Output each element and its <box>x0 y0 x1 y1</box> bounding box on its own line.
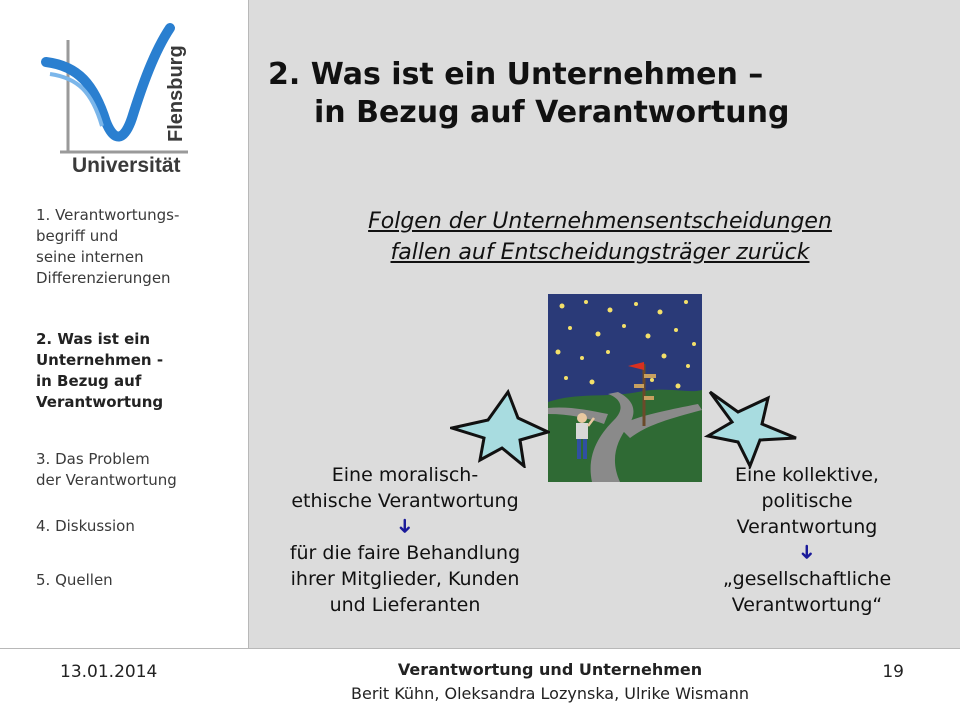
nav-line: in Bezug auf <box>36 372 142 390</box>
nav-line: 5. Quellen <box>36 571 113 589</box>
star-right-icon <box>704 388 804 468</box>
right-line2: politische <box>761 490 853 512</box>
left-line4: ihrer Mitglieder, Kunden <box>290 568 520 590</box>
nav-line: 3. Das Problem <box>36 450 150 468</box>
slide-title-line1: 2. Was ist ein Unternehmen – <box>268 57 764 92</box>
slide-subtitle <box>270 206 930 268</box>
left-line5: und Lieferanten <box>329 594 481 616</box>
nav-item-verantwortungsbegriff[interactable] <box>36 205 236 289</box>
right-line3: Verantwortung <box>736 516 878 538</box>
left-line1: Eine moralisch- <box>331 464 479 486</box>
left-line3: für die faire Behandlung <box>289 542 521 564</box>
nav-item-diskussion[interactable] <box>36 516 236 537</box>
nav-line: Verantwortung <box>36 393 164 411</box>
star-left-icon <box>450 388 550 468</box>
footer-authors: Berit Kühn, Oleksandra Lozynska, Ulrike Wismann <box>351 684 749 703</box>
logo-text-bottom: Universität <box>72 154 181 177</box>
nav-line: seine internen <box>36 248 144 266</box>
arrow-down-icon: ➜ <box>794 543 819 561</box>
slide-title <box>268 56 789 132</box>
nav-line: 4. Diskussion <box>36 517 135 535</box>
nav-line: 1. Verantwortungs- <box>36 206 180 224</box>
political-responsibility-block <box>662 462 952 618</box>
logo-text-vertical: Flensburg <box>165 45 187 142</box>
footer-page-number: 19 <box>882 662 904 682</box>
right-line1: Eine kollektive, <box>735 464 879 486</box>
left-line2: ethische Verantwortung <box>291 490 519 512</box>
nav-item-problem[interactable] <box>36 449 236 491</box>
nav-line: 2. Was ist ein <box>36 330 151 348</box>
slide-title-line2: in Bezug auf Verantwortung <box>314 95 790 130</box>
subtitle-line1: Folgen der Unternehmensentscheidungen <box>368 209 832 234</box>
footer-date: 13.01.2014 <box>60 662 158 682</box>
nav-item-quellen[interactable] <box>36 570 236 591</box>
crossroads-picture <box>548 294 702 482</box>
footer-title: Verantwortung und Unternehmen <box>397 660 703 679</box>
nav-item-unternehmen-active[interactable] <box>36 329 236 413</box>
right-line4: „gesellschaftliche <box>722 568 892 590</box>
nav-line: Unternehmen - <box>36 351 164 369</box>
nav-line: begriff und <box>36 227 119 245</box>
subtitle-line2: fallen auf Entscheidungsträger zurück <box>390 240 810 265</box>
moral-responsibility-block <box>250 462 560 618</box>
university-logo-icon <box>38 22 188 177</box>
nav-line: Differenzierungen <box>36 269 171 287</box>
nav-line: der Verantwortung <box>36 471 177 489</box>
right-line5: Verantwortung“ <box>731 594 883 616</box>
arrow-down-icon: ➜ <box>392 517 417 535</box>
